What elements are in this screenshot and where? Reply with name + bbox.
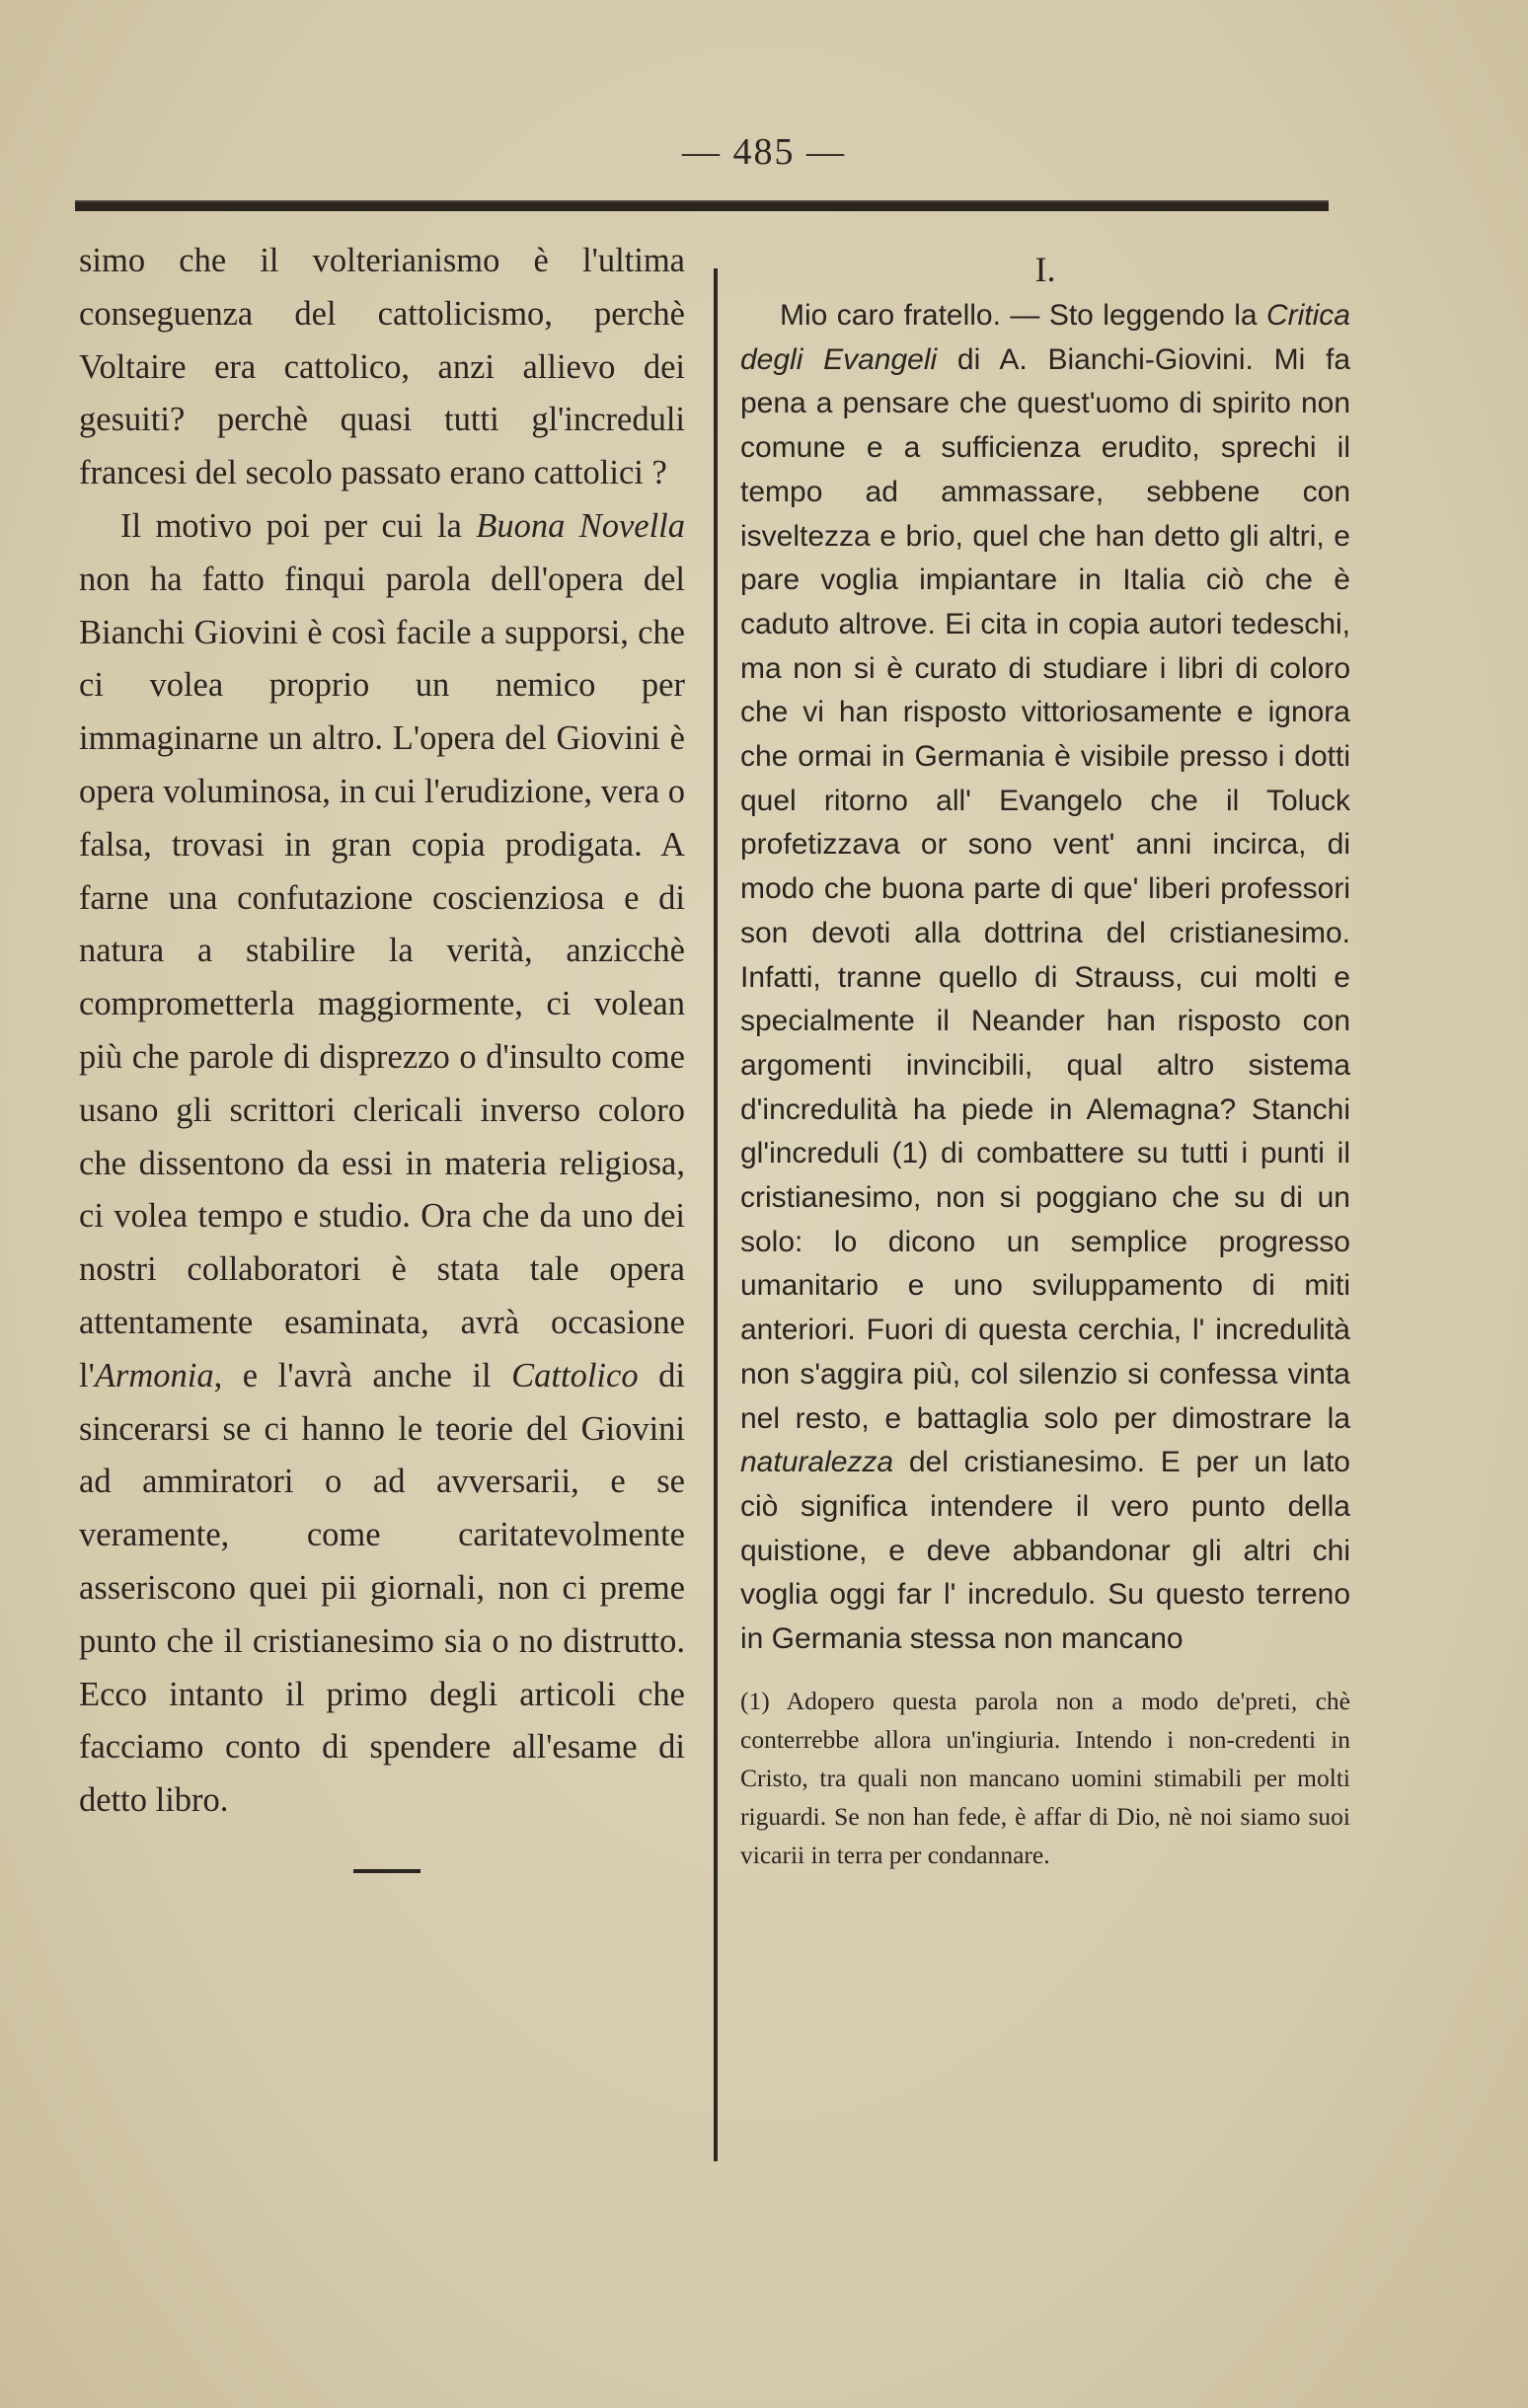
column-divider [714, 268, 718, 2161]
text-run: Mio caro fratello. — Sto leggendo la [780, 299, 1266, 332]
italic-title-cattolico: Cattolico [511, 1356, 639, 1394]
left-paragraph-2 [79, 500, 685, 1828]
letter-body [740, 294, 1350, 1662]
text-run: Il motivo poi per cui la [120, 506, 477, 545]
italic-title-buona-novella: Buona Novella [476, 506, 686, 545]
page-number: — 485 — [682, 131, 846, 173]
section-end-rule [353, 1869, 420, 1873]
text-run: non ha fatto finqui parola dell'opera del Bianchi Giovini è così facile a supporsi, che ci volea proprio un nemico per immaginarne un altro. L'opera del Giovini è opera voluminosa, in cui l'erudizione, vera o falsa, trovasi in gran copia prodigata. A farne una confutazione coscienziosa e di natura a stabilire la verità, anzicchè comprometterla maggiormente, ci volean più che parole di disprezzo o d'insulto come usano gli scrittori clericali inverso coloro che dissentono da essi in materia religiosa, ci volea tempo e studio. Ora che da uno dei nostri collaboratori è stata tale opera attentamente esaminata, avrà occasione l' [79, 560, 685, 1394]
italic-title-critica: Critica degli Evangeli [740, 299, 1350, 376]
right-column [740, 245, 1350, 1874]
left-paragraph-1: simo che il volterianismo è l'ultima conseguenza del cattolicismo, perchè Voltaire era cattolico, anzi allievo dei gesuiti? perchè quasi tutti gl'increduli francesi del secolo passato erano cattolici ? [79, 242, 685, 492]
italic-word-naturalezza: naturalezza [740, 1446, 894, 1479]
left-column [79, 235, 685, 1873]
text-run: di sincerarsi se ci hanno le teorie del Giovini ad ammiratori o ad avversarii, e se veramente, come caritatevolmente asseriscono quei pii giornali, non ci preme punto che il cristianesimo sia o no distrutto. Ecco intanto il primo degli articoli che facciamo conto di spendere all'esame di detto libro. [79, 1356, 685, 1820]
section-number: I. [1034, 250, 1056, 289]
header-rule [75, 200, 1329, 211]
italic-title-armonia: Armonia [94, 1356, 214, 1394]
text-run: di A. Bianchi-Giovini. Mi fa pena a pensare che quest'uomo di spirito non comune e a sufficienza erudito, sprechi il tempo ad ammassare, sebbene con isveltezza e brio, quel che han detto gli altri, e pare voglia impiantare in Italia ciò che è caduto altrove. Ei cita in copia autori tedeschi, ma non si è curato di studiare i libri di coloro che vi han risposto vittoriosamente e ignora che ormai in Germania è visibile presso i dotti quel ritorno all' Evangelo che il Toluck profetizzava or sono vent' anni incirca, di modo che buona parte di que' liberi professori son devoti alla dottrina del cristianesimo. Infatti, tranne quello di Strauss, cui molti e specialmente il Neander han risposto con argomenti invincibili, qual altro sistema d'incredulità ha piede in Alemagna? Stanchi gl'increduli (1) di combattere su tutti i punti il cristianesimo, non si poggiano che su di un solo: lo dicono un semplice progresso umanitario e uno sviluppamento di miti anteriori. Fuori di questa cerchia, l' incredulità non s'aggira più, col silenzio si confessa vinta nel resto, e battaglia solo per dimostrare la [740, 342, 1351, 1435]
text-run: del cristianesimo. E per un lato ciò significa intendere il vero punto della quistione, e deve abbandonar gli altri chi voglia oggi far l' incredulo. Su questo terreno in Germania stessa non mancano [740, 1446, 1350, 1656]
footnote: (1) Adopero questa parola non a modo de'preti, chè conterrebbe allora un'ingiuria. Intendo i non-credenti in Cristo, tra quali non mancano uomini stimabili per molti riguardi. Se non han fede, è affar di Dio, nè noi siamo suoi vicarii in terra per condannare. [740, 1686, 1350, 1869]
text-run: , e l'avrà anche il [213, 1356, 512, 1394]
